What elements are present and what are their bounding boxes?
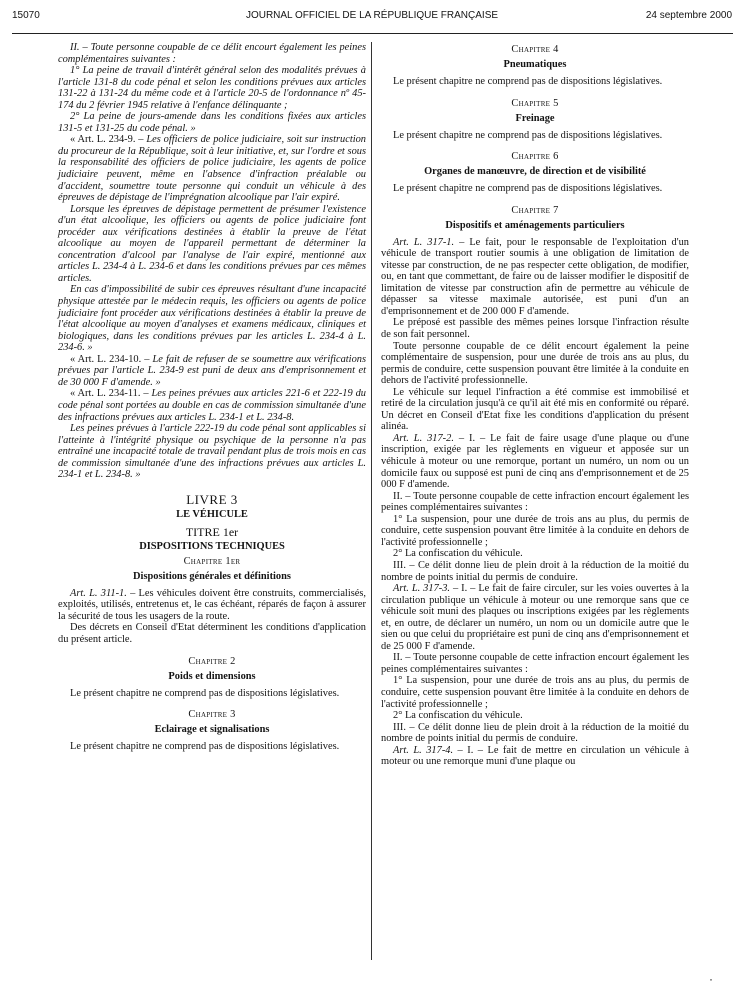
article-paragraph <box>58 588 366 623</box>
article-ref: Art. L. 317-1. – <box>393 236 470 248</box>
article-text: Les véhicules doivent être construits, commercialisés, exploités, utilisés, entretenus et, le cas échéant, réparés de façon à assurer la sécurité de tous les usagers de la route. <box>58 587 366 622</box>
article-ref: Art. L. 317-3. – <box>393 583 462 595</box>
article-text: I. – Le fait de faire usage d'une plaque ou d'une inscription, exigée par les règlements en vigueur et apposée sur un véhicule à moteur ou une remorque, portant un numéro, un nom ou un domicile faux ou supposé est puni de cinq ans d'emprisonnement et de 25 000 F d'amende. <box>381 432 689 491</box>
chapter-heading: Chapitre 2 <box>188 655 236 667</box>
chapter-title: Dispositifs et aménagements particuliers <box>445 219 625 231</box>
chapter-title: Freinage <box>515 112 555 124</box>
paragraph: 2° La peine de jours-amende dans les conditions fixées aux articles 131-5 et 131-25 du code pénal. » <box>58 111 366 134</box>
article-paragraph <box>381 237 689 318</box>
article-text: Les officiers de police judiciaire, soit sur instruction du procureur de la République, soit à leur initiative, et, sur l'ordre et sous la responsabilité des officiers de police judiciaire, les agents de police judiciaire peuvent, même en l'absence d'infraction préalable ou d'accident, soumettre toute personne qui conduit un véhicule à des épreuves de dépistage de l'imprégnation alcoolique par l'air expiré. <box>58 134 366 204</box>
paragraph: En cas d'impossibilité de subir ces épreuves résultant d'une incapacité physique attestée par le médecin requis, les officiers ou agents de police judiciaire font procéder aux vérifications destinées à établir la preuve de l'état alcoolique au moyen d'analyses et examens médicaux, cliniques et biologiques, dans les conditions prévues par les articles L. 234-4 à L. 234-6. » <box>58 284 366 354</box>
article-ref: Art. L. 317-2. – <box>393 432 469 444</box>
paragraph: II. – Toute personne coupable de cette infraction encourt également les peines complémentaires suivantes : <box>381 652 689 675</box>
column-divider <box>371 42 372 960</box>
article-paragraph <box>58 134 366 203</box>
page-header <box>12 0 732 30</box>
paragraph: Lorsque les épreuves de dépistage permettent de présumer l'existence d'un état alcoolique, les officiers ou agents de police judiciaire font procéder aux vérifications destinées à établir la preuve de l'état alcoolique au moyen de l'appareil permettant de déterminer la concentration d'alcool par l'analyse de l'air expiré, mentionné aux articles L. 234-4 à L. 234-6 et dans les conditions prévues par ces mêmes articles. <box>58 203 366 284</box>
article-paragraph <box>381 745 689 768</box>
paragraph: Le véhicule sur lequel l'infraction a été commise est immobilisé et retiré de la circulation jusqu'à ce qu'il ait été mis en conformité ou réparé. Un décret en Conseil d'Etat fixe les conditions d'application du présent alinéa. <box>381 386 689 433</box>
paragraph: Le présent chapitre ne comprend pas de dispositions législatives. <box>393 76 663 87</box>
paragraph: 2° La confiscation du véhicule. <box>393 710 523 722</box>
article-text: Les peines prévues aux articles 221-6 et 222-19 du code pénal sont portées au double en cas de commission simultanée d'une des infractions prévues aux articles L. 234-1 et L. 234-8. <box>58 388 366 423</box>
article-ref: Art. L. 317-4. – <box>393 744 468 756</box>
titre-title: DISPOSITIONS TECHNIQUES <box>139 540 285 552</box>
paragraph: II. – Toute personne coupable de ce délit encourt également les peines complémentaires suivantes : <box>58 42 366 65</box>
paragraph: II. – Toute personne coupable de cette infraction encourt également les peines complémentaires suivantes : <box>381 490 689 514</box>
article-text: Le fait de refuser de se soumettre aux vérifications prévues par l'article L. 234-9 est puni de deux ans d'emprisonnement et de 30 000 F d'amende. » <box>58 353 367 388</box>
article-text: Le fait, pour le responsable de l'exploitation d'un véhicule de transport routier soumis à une obligation de limitation de vitesse par construction, de ne pas respecter cette obligation, de modifier, ou, en tant que commettant, de faire ou de laisser modifier le dispositif de limitation de vitesse par construction afin de permettre au véhicule de dépasser sa vitesse maximale autorisée, est puni d'un an d'emprisonnement et de 200 000 F d'amende. <box>381 236 689 317</box>
article-text: I. – Le fait de faire circuler, sur les voies ouvertes à la circulation publique un véhicule à moteur ou une remorque sans que ce véhicule soit muni des plaques ou inscriptions exigées par les règlements et, en outre, de déclarer un numéro, un nom ou un domicile autre que le sien ou que celui du propriétaire est puni de cinq ans d'emprisonnement et de 25 000 F d'amende. <box>381 583 689 652</box>
article-ref: Art. L. 311-1. – <box>70 587 139 599</box>
publication-date: 24 septembre 2000 <box>645 10 732 21</box>
chapter-heading: Chapitre 6 <box>511 151 559 163</box>
chapter-heading: Chapitre 1er <box>183 555 241 567</box>
chapter-title: Eclairage et signalisations <box>154 724 270 736</box>
right-column <box>381 42 689 768</box>
header-rule <box>12 33 733 34</box>
chapter-heading: Chapitre 5 <box>511 97 559 109</box>
chapter-title: Dispositions générales et définitions <box>133 570 291 582</box>
article-paragraph <box>381 583 689 652</box>
paragraph: 1° La suspension, pour une durée de trois ans au plus, du permis de conduire, cette suspension pouvant être limitée à la conduite en dehors de l'activité professionnelle ; <box>381 513 689 548</box>
chapter-title: Organes de manœuvre, de direction et de visibilité <box>424 166 646 178</box>
paragraph: Le préposé est passible des mêmes peines lorsque l'infraction résulte de son fait personnel. <box>381 317 689 341</box>
journal-title: JOURNAL OFFICIEL DE LA RÉPUBLIQUE FRANÇAISE <box>245 10 499 21</box>
paragraph: Toute personne coupable de ce délit encourt également la peine complémentaire de suspension, pour une durée de trois ans au plus, du permis de conduire, cette suspension pouvant être limitée à la conduite en dehors de l'activité professionnelle. <box>381 340 689 387</box>
article-ref: « Art. L. 234-11. – <box>70 388 152 400</box>
article-text: I. – Le fait de mettre en circulation un véhicule à moteur ou une remorque muni d'une plaque ou <box>381 744 689 768</box>
article-paragraph <box>58 388 366 423</box>
livre-heading: LIVRE 3 <box>186 491 238 507</box>
chapter-heading: Chapitre 3 <box>188 709 236 721</box>
article-paragraph <box>58 354 366 389</box>
page-number: 15070 <box>12 10 40 21</box>
article-paragraph <box>381 433 689 491</box>
paragraph: Le présent chapitre ne comprend pas de dispositions législatives. <box>70 741 340 753</box>
chapter-title: Poids et dimensions <box>168 670 256 682</box>
chapter-heading: Chapitre 7 <box>511 204 559 216</box>
paragraph: 1° La suspension, pour une durée de trois ans au plus, du permis de conduire, cette suspension pouvant être limitée à la conduite en dehors de l'activité professionnelle ; <box>381 675 689 710</box>
paragraph: 2° La confiscation du véhicule. <box>393 548 523 560</box>
paragraph: Des décrets en Conseil d'Etat déterminent les conditions d'application du présent article. <box>58 622 366 645</box>
footer-mark: · <box>709 972 713 986</box>
article-ref: « Art. L. 234-10. – <box>70 353 153 365</box>
paragraph: Les peines prévues à l'article 222-19 du code pénal sont applicables si l'atteinte à l'intégrité physique ou psychique de la personne n'a pas entraîné une incapacité totale de travail pendant plus de trois mois en cas de commission simultanée d'une des infractions prévues aux articles L. 234-1 et L. 234-8. » <box>58 423 366 481</box>
livre-title: LE VÉHICULE <box>176 508 248 520</box>
chapter-title: Pneumatiques <box>503 59 567 70</box>
chapter-heading: Chapitre 4 <box>511 44 559 55</box>
article-ref: « Art. L. 234-9. – <box>70 134 147 146</box>
left-column <box>58 42 366 753</box>
paragraph: Le présent chapitre ne comprend pas de dispositions législatives. <box>70 687 340 699</box>
paragraph: Le présent chapitre ne comprend pas de dispositions législatives. <box>393 183 663 195</box>
paragraph: Le présent chapitre ne comprend pas de dispositions législatives. <box>393 129 663 141</box>
paragraph: III. – Ce délit donne lieu de plein droit à la réduction de la moitié du nombre de points initial du permis de conduire. <box>381 721 689 745</box>
paragraph: 1° La peine de travail d'intérêt général selon des modalités prévues à l'article 131-8 du code pénal et selon les conditions prévues aux articles 131-22 à 131-24 du même code et à l'article 20-5 de l'ordonnance nº 45-174 du 2 février 1945 relative à l'enfance délinquante ; <box>58 65 366 111</box>
titre-heading: TITRE 1er <box>185 524 239 539</box>
paragraph: III. – Ce délit donne lieu de plein droit à la réduction de la moitié du nombre de points initial du permis de conduire. <box>381 559 689 583</box>
